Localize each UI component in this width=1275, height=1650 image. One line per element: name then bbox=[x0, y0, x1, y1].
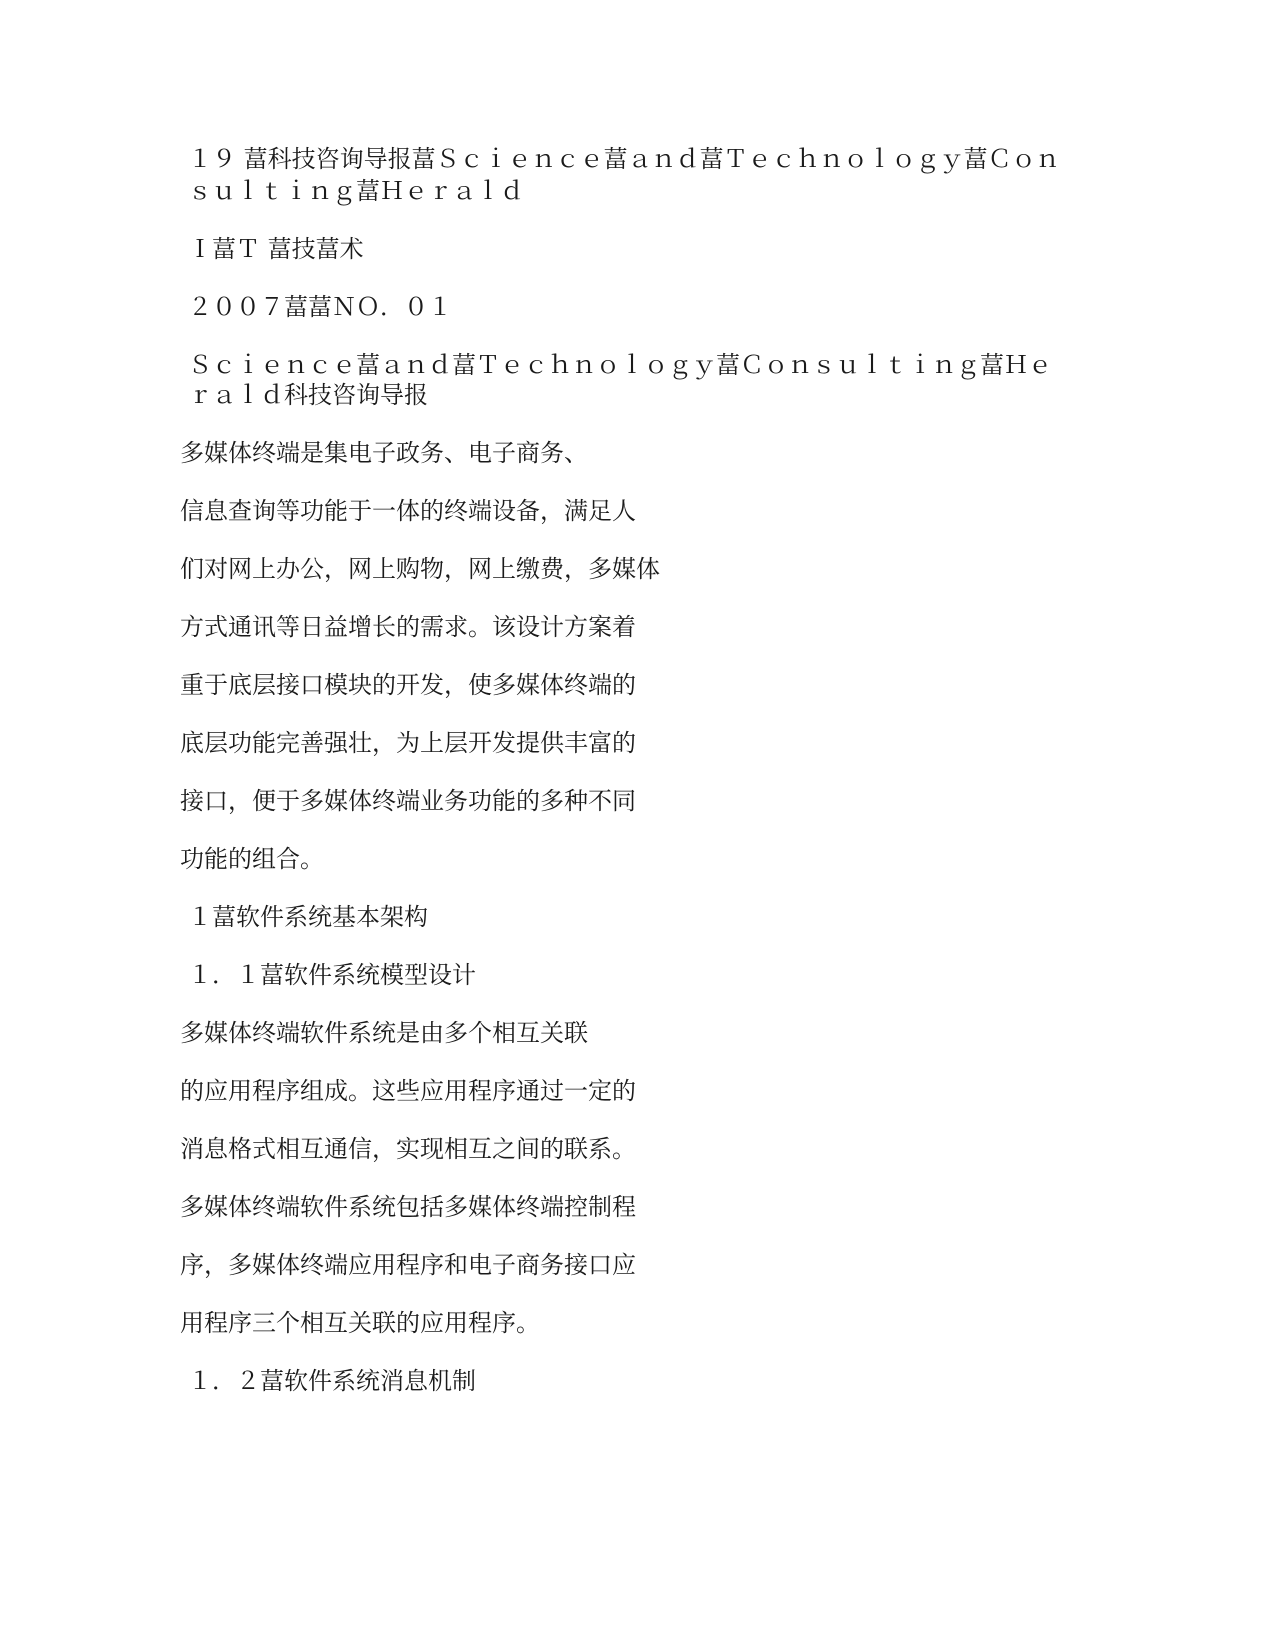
heading-section-1-2: １．２葍软件系统消息机制 bbox=[188, 1367, 476, 1395]
paragraph-1-line-7: 接口，便于多媒体终端业务功能的多种不同 bbox=[180, 787, 636, 815]
paragraph-1-line-2: 信息查询等功能于一体的终端设备，满足人 bbox=[180, 497, 636, 525]
journal-english-line-2: ｒａｌｄ科技咨询导报 bbox=[188, 381, 428, 409]
paragraph-2-line-5: 序，多媒体终端应用程序和电子商务接口应 bbox=[180, 1251, 636, 1279]
issue-number: ２００７葍葍ＮＯ．０１ bbox=[188, 293, 452, 321]
paragraph-1-line-4: 方式通讯等日益增长的需求。该设计方案着 bbox=[180, 613, 636, 641]
paragraph-2-line-2: 的应用程序组成。这些应用程序通过一定的 bbox=[180, 1077, 636, 1105]
paragraph-2-line-3: 消息格式相互通信，实现相互之间的联系。 bbox=[180, 1135, 636, 1163]
paragraph-2-line-1: 多媒体终端软件系统是由多个相互关联 bbox=[180, 1019, 588, 1047]
paragraph-2-line-6: 用程序三个相互关联的应用程序。 bbox=[180, 1309, 540, 1337]
paragraph-1-line-6: 底层功能完善强壮，为上层开发提供丰富的 bbox=[180, 729, 636, 757]
heading-section-1: １葍软件系统基本架构 bbox=[188, 903, 428, 931]
journal-english-line-1: Ｓｃｉｅｎｃｅ葍ａｎｄ葍Ｔｅｃｈｎｏｌｏｇｙ葍Ｃｏｎｓｕｌｔｉｎｇ葍Ｈｅ bbox=[188, 351, 1052, 379]
section-label: Ｉ葍Ｔ 葍技葍术 bbox=[188, 235, 364, 263]
journal-header-line-2: ｓｕｌｔｉｎｇ葍Ｈｅｒａｌｄ bbox=[188, 177, 524, 205]
paragraph-2-line-4: 多媒体终端软件系统包括多媒体终端控制程 bbox=[180, 1193, 636, 1221]
heading-section-1-1: １．１葍软件系统模型设计 bbox=[188, 961, 476, 989]
paragraph-1-line-5: 重于底层接口模块的开发，使多媒体终端的 bbox=[180, 671, 636, 699]
journal-header-line-1: １９ 葍科技咨询导报葍Ｓｃｉｅｎｃｅ葍ａｎｄ葍Ｔｅｃｈｎｏｌｏｇｙ葍Ｃｏｎ bbox=[188, 145, 1060, 173]
paragraph-1-line-3: 们对网上办公，网上购物，网上缴费，多媒体 bbox=[180, 555, 660, 583]
paragraph-1-line-1: 多媒体终端是集电子政务、电子商务、 bbox=[180, 439, 588, 467]
paragraph-1-line-8: 功能的组合。 bbox=[180, 845, 324, 873]
